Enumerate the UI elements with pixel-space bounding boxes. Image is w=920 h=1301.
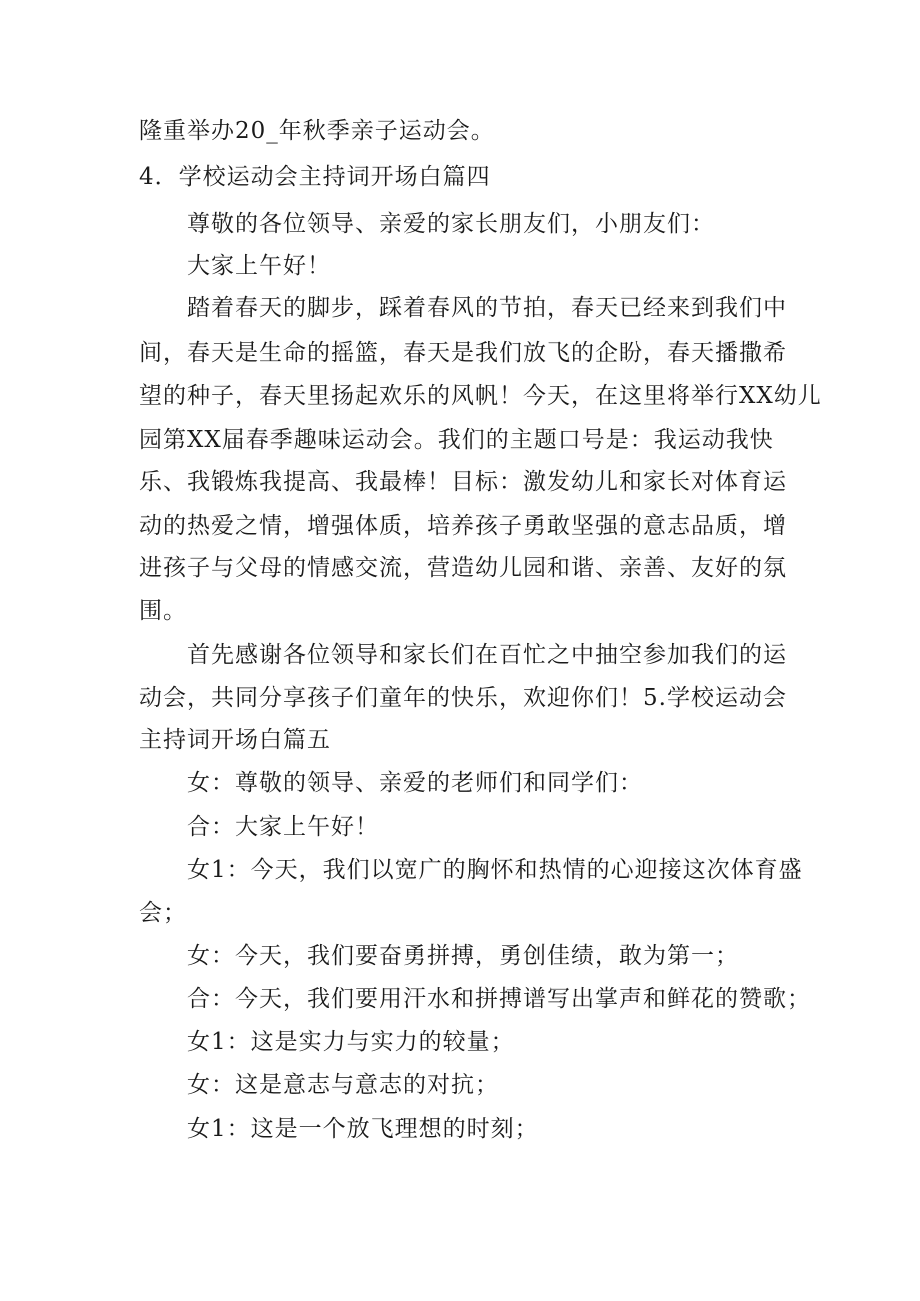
text-line: 园第XX届春季趣味运动会。我们的主题口号是：我运动我快 [139,427,774,453]
text-line: 动的热爱之情，增强体质，培养孩子勇敢坚强的意志品质，增 [139,513,787,539]
text-line: 尊敬的各位领导、亲爱的家长朋友们，小朋友们： [187,211,715,237]
text-line: 围。 [139,598,187,624]
text-line: 女：今天，我们要奋勇拼搏，勇创佳绩，敢为第一； [187,943,739,969]
text-line: 望的种子，春天里扬起欢乐的风帆！今天，在这里将举行XX幼儿 [139,383,822,409]
text-line: 隆重举办20_年秋季亲子运动会。 [139,118,495,144]
text-line: 女1：这是实力与实力的较量； [187,1029,515,1055]
text-line: 合：今天，我们要用汗水和拼搏谱写出掌声和鲜花的赞歌； [187,986,811,1012]
text-line: 女：尊敬的领导、亲爱的老师们和同学们： [187,770,643,796]
text-line: 合：大家上午好！ [187,814,379,840]
text-line: 会； [139,900,187,926]
text-line: 女：这是意志与意志的对抗； [187,1072,499,1098]
text-line: 间，春天是生命的摇篮，春天是我们放飞的企盼，春天播撒希 [139,340,787,366]
section-heading: 主持词开场白篇五 [139,727,331,753]
text-line: 女1：这是一个放飞理想的时刻； [187,1116,539,1142]
text-line: 乐、我锻炼我提高、我最棒！目标：激发幼儿和家长对体育运 [139,469,787,495]
text-line: 大家上午好！ [187,253,331,279]
text-line: 踏着春天的脚步，踩着春风的节拍，春天已经来到我们中 [187,295,787,321]
text-line: 首先感谢各位领导和家长们在百忙之中抽空参加我们的运 [187,642,787,668]
text-line: 动会，共同分享孩子们童年的快乐，欢迎你们！5.学校运动会 [139,685,787,711]
section-heading: 4．学校运动会主持词开场白篇四 [139,164,491,190]
text-line: 女1：今天，我们以宽广的胸怀和热情的心迎接这次体育盛 [187,857,803,883]
text-line: 进孩子与父母的情感交流，营造幼儿园和谐、亲善、友好的氛 [139,555,787,581]
